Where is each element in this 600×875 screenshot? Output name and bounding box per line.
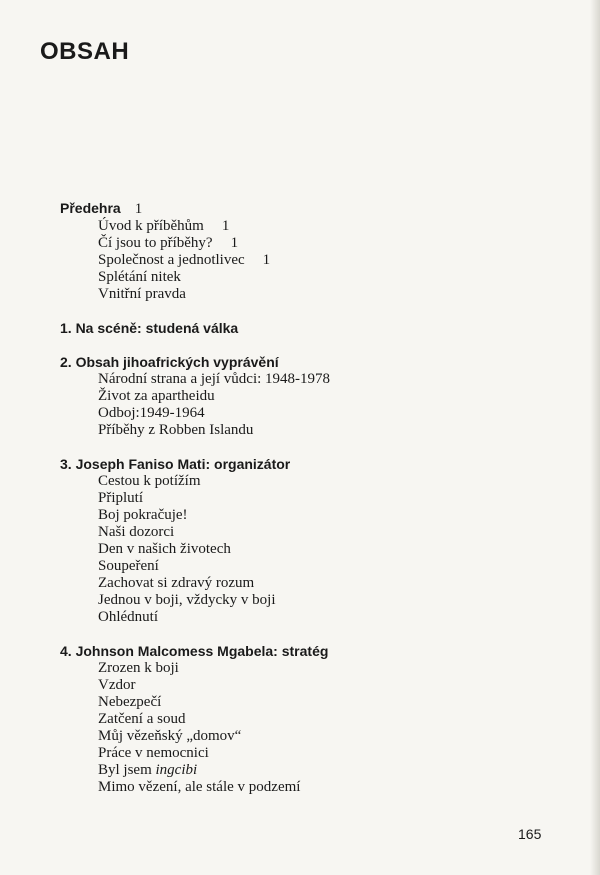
toc-entry-text: Ohlédnutí [98,609,158,625]
toc-entry [98,558,560,575]
toc-entry-text: Vnitřní pravda [98,286,186,302]
toc-section [60,456,560,626]
toc-section [60,643,560,796]
toc-entry [98,592,560,609]
toc-entry-text: Zrozen k boji [98,660,179,676]
toc-section-title [60,354,560,371]
toc-entry-list [60,371,560,439]
toc-entry-text: Příběhy z Robben Islandu [98,422,254,438]
toc-entry [98,286,560,303]
toc-section-page-number: 1 [134,201,143,217]
toc-section-title-text: 1. Na scéně: studená válka [60,320,239,336]
toc-entry-text: Cestou k potížím [98,473,201,489]
toc-entry-text: Den v našich životech [98,541,231,557]
toc-section-title [60,456,560,473]
toc-entry [98,677,560,694]
toc-entry-text: Splétání nitek [98,269,181,285]
toc-entry [98,371,560,388]
toc-entry [98,575,560,592]
table-of-contents [60,200,560,813]
toc-entry [98,422,560,439]
toc-entry [98,252,560,269]
toc-entry-text: Boj pokračuje! [98,507,188,523]
toc-entry [98,490,560,507]
toc-entry-text: Společnost a jednotlivec [98,252,245,268]
toc-entry [98,388,560,405]
toc-entry-page-number: 1 [230,235,239,251]
toc-entry-text: Čí jsou to příběhy? [98,235,213,251]
toc-entry-text: Odboj:1949-1964 [98,405,205,421]
toc-entry-text: Zatčení a soud [98,711,186,727]
toc-section-title [60,643,560,660]
toc-entry [98,660,560,677]
toc-entry [98,269,560,286]
toc-section-title [60,200,560,218]
toc-entry [98,507,560,524]
toc-section [60,354,560,439]
toc-entry-list [60,660,560,796]
toc-section-title-text: 3. Joseph Faniso Mati: organizátor [60,456,291,472]
toc-section-title-text: Předehra [60,200,121,216]
toc-entry-text: Byl jsem ingcibi [98,762,198,778]
toc-section [60,200,560,303]
toc-entry [98,473,560,490]
toc-entry [98,694,560,711]
toc-entry [98,711,560,728]
page-edge-shadow [590,0,600,875]
toc-entry [98,728,560,745]
toc-entry-text: Nebezpečí [98,694,162,710]
toc-entry [98,218,560,235]
toc-entry-text: Naši dozorci [98,524,175,540]
page-title: OBSAH [40,38,130,65]
toc-entry [98,541,560,558]
toc-entry-page-number: 1 [262,252,271,268]
toc-entry-text: Zachovat si zdravý rozum [98,575,255,591]
toc-entry-list [60,218,560,303]
toc-entry-text: Úvod k příběhům [98,218,204,234]
toc-section [60,320,560,337]
toc-entry-text: Soupeření [98,558,159,574]
toc-entry [98,609,560,626]
toc-entry-list [60,473,560,626]
toc-section-title [60,320,560,337]
toc-entry-text: Národní strana a její vůdci: 1948-1978 [98,371,331,387]
toc-section-title-text: 4. Johnson Malcomess Mgabela: stratég [60,643,329,659]
italic-term: ingcibi [155,762,198,778]
toc-entry [98,745,560,762]
toc-entry [98,762,560,779]
toc-entry [98,235,560,252]
toc-entry-text: Můj vězeňský „domov“ [98,728,242,744]
toc-entry-text: Vzdor [98,677,136,693]
toc-section-title-text: 2. Obsah jihoafrických vyprávění [60,354,279,370]
toc-entry-text: Práce v nemocnici [98,745,209,761]
toc-entry-text: Připlutí [98,490,144,506]
toc-entry-text: Mimo vězení, ale stále v podzemí [98,779,301,795]
toc-entry [98,405,560,422]
toc-entry [98,779,560,796]
toc-entry-text: Jednou v boji, vždycky v boji [98,592,276,608]
toc-entry-text: Život za apartheidu [98,388,215,404]
page-number: 165 [518,826,542,842]
toc-entry-page-number: 1 [221,218,230,234]
toc-entry [98,524,560,541]
